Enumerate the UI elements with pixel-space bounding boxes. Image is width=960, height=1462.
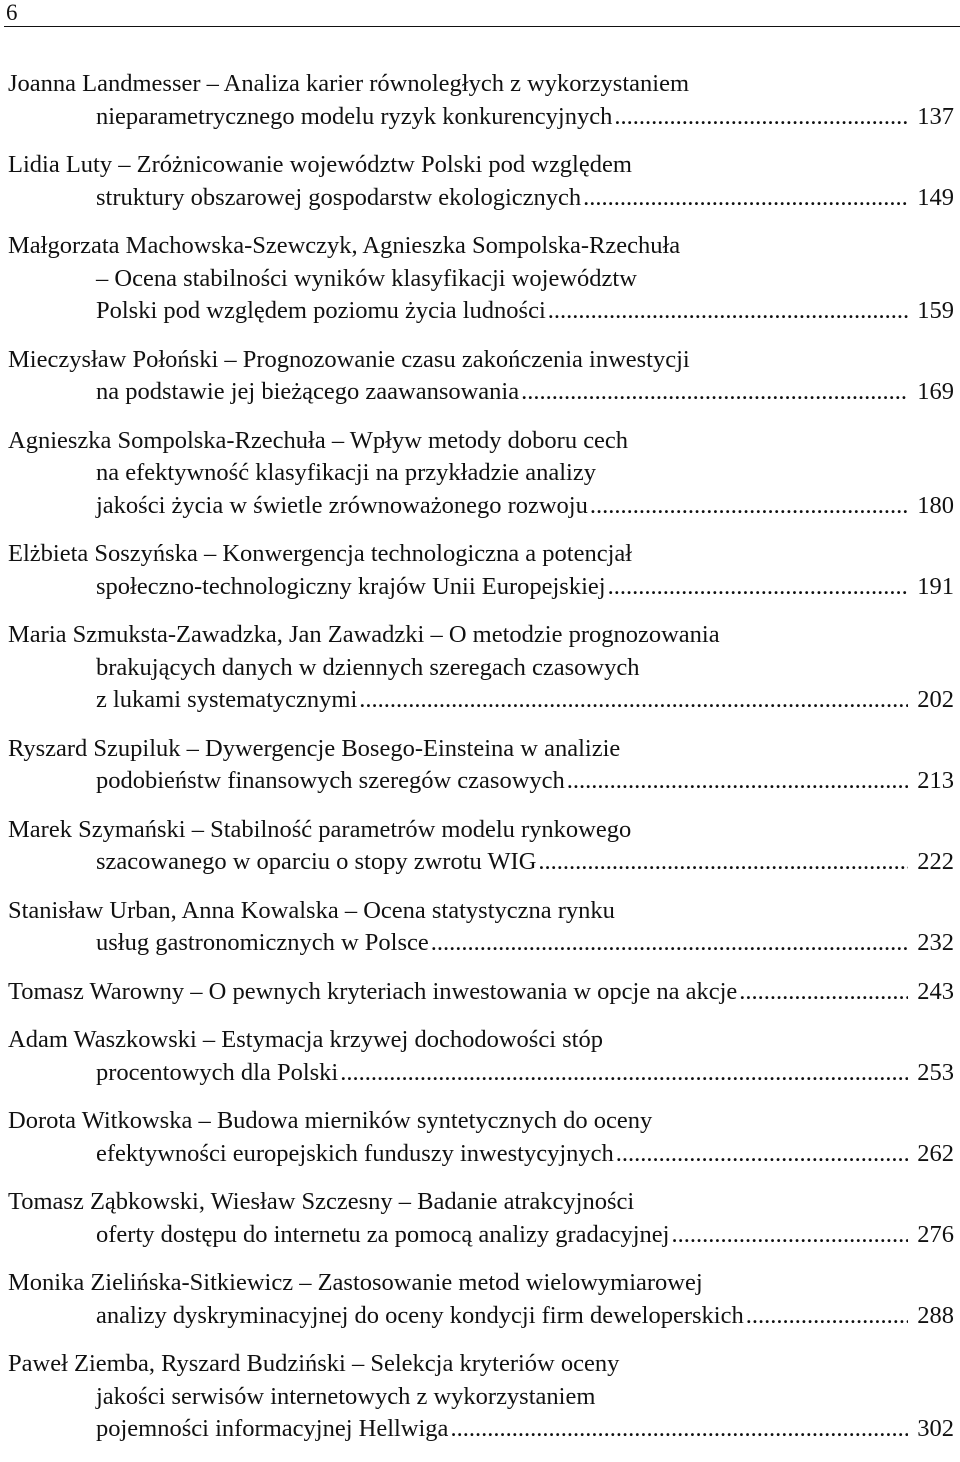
dot-leader (431, 927, 908, 960)
toc-entry-last-line (8, 182, 954, 215)
toc-entry-last-line (8, 101, 954, 134)
toc-entry-line: Ryszard Szupiluk – Dywergencje Bosego-Einsteina w analizie (8, 734, 621, 762)
toc-entry-text: jakości życia w świetle zrównoważonego rozwoju (96, 491, 588, 519)
toc-entry-last-line (8, 684, 954, 717)
toc-entry-text: społeczno-technologiczny krajów Unii Europejskiej (96, 572, 606, 600)
toc-entry-line: Mieczysław Połoński – Prognozowanie czasu zakończenia inwestycji (8, 345, 690, 373)
toc-entry-text: nieparametrycznego modelu ryzyk konkurencyjnych (96, 102, 613, 130)
toc-page-number: 288 (917, 1301, 954, 1329)
toc-entry-last-line (8, 1413, 954, 1446)
toc-entry-last-line (8, 1300, 954, 1333)
toc-entry-text: na podstawie jej bieżącego zaawansowania (96, 378, 520, 405)
toc-entry (8, 976, 954, 1009)
toc-entry-text: podobieństw finansowych szeregów czasowych (96, 767, 565, 794)
toc-entry-line: Agnieszka Sompolska-Rzechuła – Wpływ metody doboru cech (8, 426, 629, 454)
toc-entry (8, 814, 954, 879)
dot-leader (590, 490, 908, 523)
toc-page-number: 262 (917, 1139, 954, 1167)
toc-entry-last-line (8, 1057, 954, 1090)
dot-leader (521, 376, 908, 409)
toc-entry (8, 1186, 954, 1251)
dot-leader (567, 765, 908, 798)
toc-page-number: 213 (917, 767, 954, 794)
dot-leader (616, 1138, 908, 1171)
toc-entry-line: Dorota Witkowska – Budowa mierników syntetycznych do oceny (8, 1107, 653, 1134)
toc-entry (8, 1267, 954, 1332)
toc-entry-line: Paweł Ziemba, Ryszard Budziński – Selekcja kryteriów oceny (8, 1350, 620, 1377)
page-number: 6 (6, 0, 18, 25)
toc-entry-last-line (8, 295, 954, 328)
toc-entry-line: Monika Zielińska-Sitkiewicz – Zastosowanie metod wielowymiarowej (8, 1269, 703, 1296)
toc-entry-last-line (8, 571, 954, 604)
toc-entry-text: oferty dostępu do internetu za pomocą analizy gradacyjnej (96, 1220, 670, 1248)
toc-entry-line: brakujących danych w dziennych szeregach czasowych (96, 653, 640, 681)
dot-leader (548, 295, 908, 328)
toc-entry-text: szacowanego w oparciu o stopy zwrotu WIG (96, 848, 537, 875)
toc-page-number: 222 (917, 848, 954, 875)
toc-entry-last-line (8, 1219, 954, 1252)
toc-entry-line: Marek Szymański – Stabilność parametrów modelu rynkowego (8, 815, 632, 843)
toc-entry-text: analizy dyskryminacyjnej do oceny kondycji firm deweloperskich (96, 1301, 744, 1329)
toc-entry (8, 230, 954, 328)
dot-leader (608, 571, 908, 604)
toc-page-number: 232 (917, 929, 954, 956)
toc-entry-text: usług gastronomicznych w Polsce (96, 929, 429, 956)
toc-entry-text: struktury obszarowej gospodarstw ekologicznych (96, 183, 582, 211)
toc-page-number: 276 (917, 1220, 954, 1248)
toc-entry-line: Małgorzata Machowska-Szewczyk, Agnieszka Sompolska-Rzechuła (8, 232, 681, 259)
toc-entry-last-line (8, 927, 954, 960)
toc-entry-line: – Ocena stabilności wyników klasyfikacji województw (96, 264, 637, 292)
toc-entry-line: jakości serwisów internetowych z wykorzystaniem (96, 1382, 596, 1410)
toc-entry (8, 733, 954, 798)
dot-leader (671, 1219, 908, 1252)
dot-leader (739, 976, 908, 1009)
toc-entry-line: Stanisław Urban, Anna Kowalska – Ocena statystyczna rynku (8, 896, 615, 924)
toc-entry-text: Tomasz Warowny – O pewnych kryteriach inwestowania w opcje na akcje (8, 977, 738, 1005)
toc-entry (8, 1348, 954, 1446)
dot-leader (746, 1300, 908, 1333)
dot-leader (614, 101, 908, 134)
toc-entry-last-line (8, 765, 954, 798)
toc-entry (8, 619, 954, 717)
toc-entry-line: Maria Szmuksta-Zawadzka, Jan Zawadzki – O metodzie prognozowania (8, 621, 720, 648)
toc-entry-line: Adam Waszkowski – Estymacja krzywej dochodowości stóp (8, 1026, 603, 1053)
toc-entry-line: Lidia Luty – Zróżnicowanie województw Polski pod względem (8, 151, 632, 178)
dot-leader (450, 1413, 908, 1446)
toc-page-number: 302 (917, 1415, 954, 1442)
dot-leader (583, 182, 908, 215)
toc-entry-text: efektywności europejskich funduszy inwestycyjnych (96, 1139, 614, 1167)
toc-entry-text: pojemności informacyjnej Hellwiga (96, 1415, 449, 1442)
toc-entry-last-line (8, 976, 954, 1009)
toc-entry (8, 895, 954, 960)
toc-entry-text: procentowych dla Polski (96, 1058, 339, 1086)
toc-entry (8, 149, 954, 214)
toc-page-number: 137 (917, 102, 954, 130)
toc-entry (8, 1105, 954, 1170)
toc-entry-line: Tomasz Ząbkowski, Wiesław Szczesny – Badanie atrakcyjności (8, 1188, 635, 1215)
toc-page-number: 149 (917, 183, 954, 211)
toc-entry-line: Elżbieta Soszyńska – Konwergencja technologiczna a potencjał (8, 540, 633, 567)
toc-page-number: 191 (917, 572, 954, 600)
toc-entry-line: na efektywność klasyfikacji na przykładzie analizy (96, 459, 596, 486)
toc-entry-text: z lukami systematycznymi (96, 686, 358, 713)
toc-page-number: 169 (917, 378, 954, 405)
toc-page-number: 253 (917, 1058, 954, 1086)
toc-entry (8, 425, 954, 523)
toc-entry (8, 344, 954, 409)
toc-entry-last-line (8, 846, 954, 879)
toc-page-number: 180 (917, 491, 954, 519)
toc-page-number: 243 (917, 977, 954, 1005)
toc-entry-last-line (8, 1138, 954, 1171)
toc-page-number: 202 (917, 686, 954, 713)
toc-entry-text: Polski pod względem poziomu życia ludności (96, 297, 546, 324)
dot-leader (538, 846, 908, 879)
dot-leader (340, 1057, 908, 1090)
table-of-contents (8, 68, 954, 1462)
toc-entry-line: Joanna Landmesser – Analiza karier równoległych z wykorzystaniem (8, 70, 689, 97)
toc-entry-last-line (8, 490, 954, 523)
dot-leader (359, 684, 908, 717)
toc-page-number: 159 (917, 297, 954, 324)
toc-entry (8, 1024, 954, 1089)
header-rule (4, 26, 960, 27)
toc-entry-last-line (8, 376, 954, 409)
toc-entry (8, 538, 954, 603)
toc-entry (8, 68, 954, 133)
